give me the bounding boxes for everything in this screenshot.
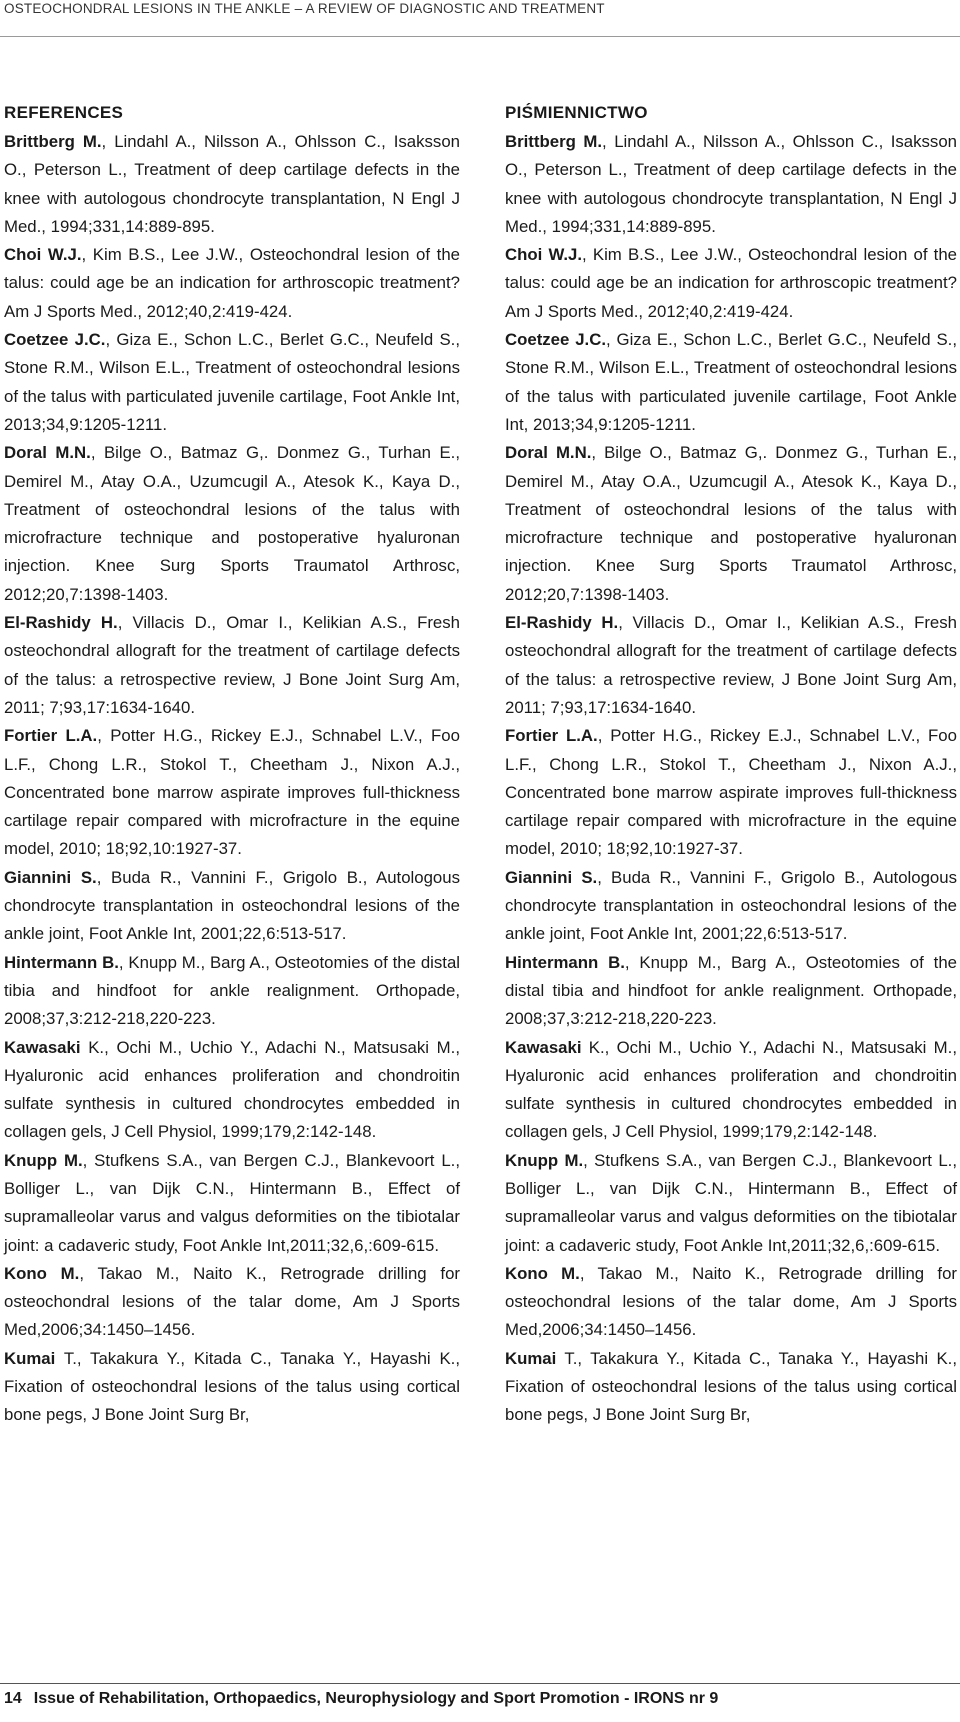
references-heading-pl: PIŚMIENNICTWO (505, 103, 648, 122)
reference-entry (4, 326, 460, 439)
footer-divider (0, 1683, 960, 1684)
reference-entry (4, 128, 460, 241)
reference-entry (505, 864, 957, 949)
reference-lead-author: Kawasaki (505, 1037, 582, 1057)
reference-lead-author: Hintermann B. (4, 952, 119, 972)
reference-lead-author: El-Rashidy H. (505, 613, 619, 633)
reference-text: , Bilge O., Batmaz G,. Donmez G., Turhan E., Demirel M., Atay O.A., Uzumcugil A., Atesok K., Kaya D., Treatment of osteochondral lesions of the talus with microfracture technique and postoperative hyaluronan injection. Knee Surg Sports Traumatol Arthrosc, 2012;20,7:1398-1403. (505, 443, 957, 604)
reference-entry (505, 439, 957, 609)
reference-lead-author: Choi W.J. (4, 245, 82, 265)
page-footer (4, 1690, 956, 1708)
reference-text: K., Ochi M., Uchio Y., Adachi N., Matsusaki M., Hyaluronic acid enhances proliferation and chondroitin sulfate synthesis in cultured chondrocytes embedded in collagen gels, J Cell Physiol, 1999;179,2:142-148. (4, 1037, 460, 1142)
reference-entry (505, 326, 957, 439)
reference-text: T., Takakura Y., Kitada C., Tanaka Y., Hayashi K., Fixation of osteochondral lesions of the talus using cortical bone pegs, J Bone Joint Surg Br, (505, 1348, 957, 1425)
reference-lead-author: Choi W.J. (505, 245, 583, 265)
reference-lead-author: Coetzee J.C. (505, 330, 606, 350)
reference-text: , Potter H.G., Rickey E.J., Schnabel L.V., Foo L.F., Chong L.R., Stokol T., Cheetham J., Nixon A.J., Concentrated bone marrow aspirate improves full-thickness cartilage repair compared with microfracture in the equine model, 2010; 18;92,10:1927-37. (505, 726, 957, 859)
reference-lead-author: Kawasaki (4, 1037, 81, 1057)
reference-entry (505, 1034, 957, 1147)
reference-lead-author: Knupp M. (4, 1150, 83, 1170)
reference-lead-author: Kumai (505, 1348, 557, 1368)
reference-lead-author: Knupp M. (505, 1150, 584, 1170)
running-header: OSTEOCHONDRAL LESIONS IN THE ANKLE – A REVIEW OF DIAGNOSTIC AND TREATMENT (4, 1, 605, 16)
reference-text: , Villacis D., Omar I., Kelikian A.S., Fresh osteochondral allograft for the treatment of cartilage defects of the talus: a retrospective review, J Bone Joint Surg Am, 2011; 7;93,17:1634-1640. (505, 613, 957, 717)
reference-entry (4, 722, 460, 863)
reference-entry (505, 1345, 957, 1430)
reference-lead-author: El-Rashidy H. (4, 613, 118, 633)
reference-entry (4, 1260, 460, 1345)
reference-lead-author: Coetzee J.C. (4, 330, 106, 350)
reference-text: , Kim B.S., Lee J.W., Osteochondral lesion of the talus: could age be an indication for arthroscopic treatment? Am J Sports Med., 2012;40,2:419-424. (505, 245, 957, 321)
reference-entry (505, 1147, 957, 1260)
reference-text: , Giza E., Schon L.C., Berlet G.C., Neufeld S., Stone R.M., Wilson E.L., Treatment of osteochondral lesions of the talus with particulated juvenile cartilage, Foot Ankle Int, 2013;34,9:1205-1211. (505, 330, 957, 434)
reference-lead-author: Brittberg M. (4, 132, 102, 151)
reference-text: , Bilge O., Batmaz G,. Donmez G., Turhan E., Demirel M., Atay O.A., Uzumcugil A., Atesok K., Kaya D., Treatment of osteochondral lesions of the talus with microfracture technique and postoperative hyaluronan injection. Knee Surg Sports Traumatol Arthrosc, 2012;20,7:1398-1403. (4, 443, 460, 604)
reference-text: , Lindahl A., Nilsson A., Ohlsson C., Isaksson O., Peterson L., Treatment of deep cartilage defects in the knee with autologous chondrocyte transplantation, N Engl J Med., 1994;331,14:889-895. (4, 132, 460, 236)
reference-lead-author: Kono M. (4, 1263, 80, 1283)
reference-entry (505, 609, 957, 722)
reference-lead-author: Fortier L.A. (4, 726, 98, 746)
reference-entry (505, 1260, 957, 1345)
reference-lead-author: Brittberg M. (505, 132, 603, 151)
reference-lead-author: Hintermann B. (505, 952, 625, 972)
reference-entry (4, 439, 460, 609)
reference-entry (505, 949, 957, 1034)
page-number: 14 (4, 1690, 22, 1707)
reference-text: , Giza E., Schon L.C., Berlet G.C., Neufeld S., Stone R.M., Wilson E.L., Treatment of osteochondral lesions of the talus with particulated juvenile cartilage, Foot Ankle Int, 2013;34,9:1205-1211. (4, 330, 460, 434)
reference-entry (4, 949, 460, 1034)
reference-text: , Stufkens S.A., van Bergen C.J., Blankevoort L., Bolliger L., van Dijk C.N., Hintermann B., Effect of supramalleolar varus and valgus deformities on the tibiotalar joint: a cadaveric study, Foot Ankle Int,2011;32,6,:609-615. (4, 1150, 460, 1255)
reference-text: , Lindahl A., Nilsson A., Ohlsson C., Isaksson O., Peterson L., Treatment of deep cartilage defects in the knee with autologous chondrocyte transplantation, N Engl J Med., 1994;331,14:889-895. (505, 132, 957, 236)
reference-text: K., Ochi M., Uchio Y., Adachi N., Matsusaki M., Hyaluronic acid enhances proliferation and chondroitin sulfate synthesis in cultured chondrocytes embedded in collagen gels, J Cell Physiol, 1999;179,2:142-148. (505, 1037, 957, 1142)
reference-text: , Kim B.S., Lee J.W., Osteochondral lesion of the talus: could age be an indication for arthroscopic treatment? Am J Sports Med., 2012;40,2:419-424. (4, 245, 461, 321)
reference-entry (505, 722, 957, 863)
reference-entry (4, 241, 460, 326)
reference-text: T., Takakura Y., Kitada C., Tanaka Y., Hayashi K., Fixation of osteochondral lesions of the talus using cortical bone pegs, J Bone Joint Surg Br, (4, 1348, 460, 1425)
reference-lead-author: Doral M.N. (505, 443, 592, 463)
reference-text: , Takao M., Naito K., Retrograde drilling for osteochondral lesions of the talar dome, Am J Sports Med,2006;34:1450–1456. (4, 1263, 460, 1340)
reference-entry (505, 128, 957, 241)
references-column-pl (505, 100, 957, 1430)
reference-entry (4, 1147, 460, 1260)
reference-text: , Takao M., Naito K., Retrograde drilling for osteochondral lesions of the talar dome, Am J Sports Med,2006;34:1450–1456. (505, 1263, 957, 1340)
reference-text: , Potter H.G., Rickey E.J., Schnabel L.V., Foo L.F., Chong L.R., Stokol T., Cheetham J., Nixon A.J., Concentrated bone marrow aspirate improves full-thickness cartilage repair compared with microfracture in the equine model, 2010; 18;92,10:1927-37. (4, 726, 460, 859)
header-divider (0, 36, 960, 37)
references-column-en (4, 100, 460, 1430)
reference-text: , Villacis D., Omar I., Kelikian A.S., Fresh osteochondral allograft for the treatment of cartilage defects of the talus: a retrospective review, J Bone Joint Surg Am, 2011; 7;93,17:1634-1640. (4, 613, 460, 717)
reference-entry (505, 241, 957, 326)
reference-lead-author: Doral M.N. (4, 443, 91, 463)
reference-text: , Knupp M., Barg A., Osteotomies of the distal tibia and hindfoot for ankle realignment. Orthopade, 2008;37,3:212-218,220-223. (4, 952, 460, 1029)
reference-lead-author: Kono M. (505, 1263, 580, 1283)
reference-entry (4, 1345, 460, 1430)
reference-text: , Buda R., Vannini F., Grigolo B., Autologous chondrocyte transplantation in osteochondral lesions of the ankle joint, Foot Ankle Int, 2001;22,6:513-517. (4, 867, 460, 944)
journal-name: Issue of Rehabilitation, Orthopaedics, Neurophysiology and Sport Promotion - IRONS nr 9 (33, 1690, 719, 1707)
reference-text: , Stufkens S.A., van Bergen C.J., Blankevoort L., Bolliger L., van Dijk C.N., Hintermann B., Effect of supramalleolar varus and valgus deformities on the tibiotalar joint: a cadaveric study, Foot Ankle Int,2011;32,6,:609-615. (505, 1150, 957, 1255)
reference-entry (4, 1034, 460, 1147)
reference-lead-author: Giannini S. (505, 867, 598, 887)
reference-text: , Knupp M., Barg A., Osteotomies of the distal tibia and hindfoot for ankle realignment. Orthopade, 2008;37,3:212-218,220-223. (505, 952, 957, 1029)
reference-entry (4, 609, 460, 722)
reference-lead-author: Fortier L.A. (505, 726, 598, 746)
reference-entry (4, 864, 460, 949)
references-heading: REFERENCES (4, 103, 124, 122)
reference-text: , Buda R., Vannini F., Grigolo B., Autologous chondrocyte transplantation in osteochondral lesions of the ankle joint, Foot Ankle Int, 2001;22,6:513-517. (505, 867, 957, 944)
reference-lead-author: Giannini S. (4, 867, 97, 887)
reference-lead-author: Kumai (4, 1348, 56, 1368)
